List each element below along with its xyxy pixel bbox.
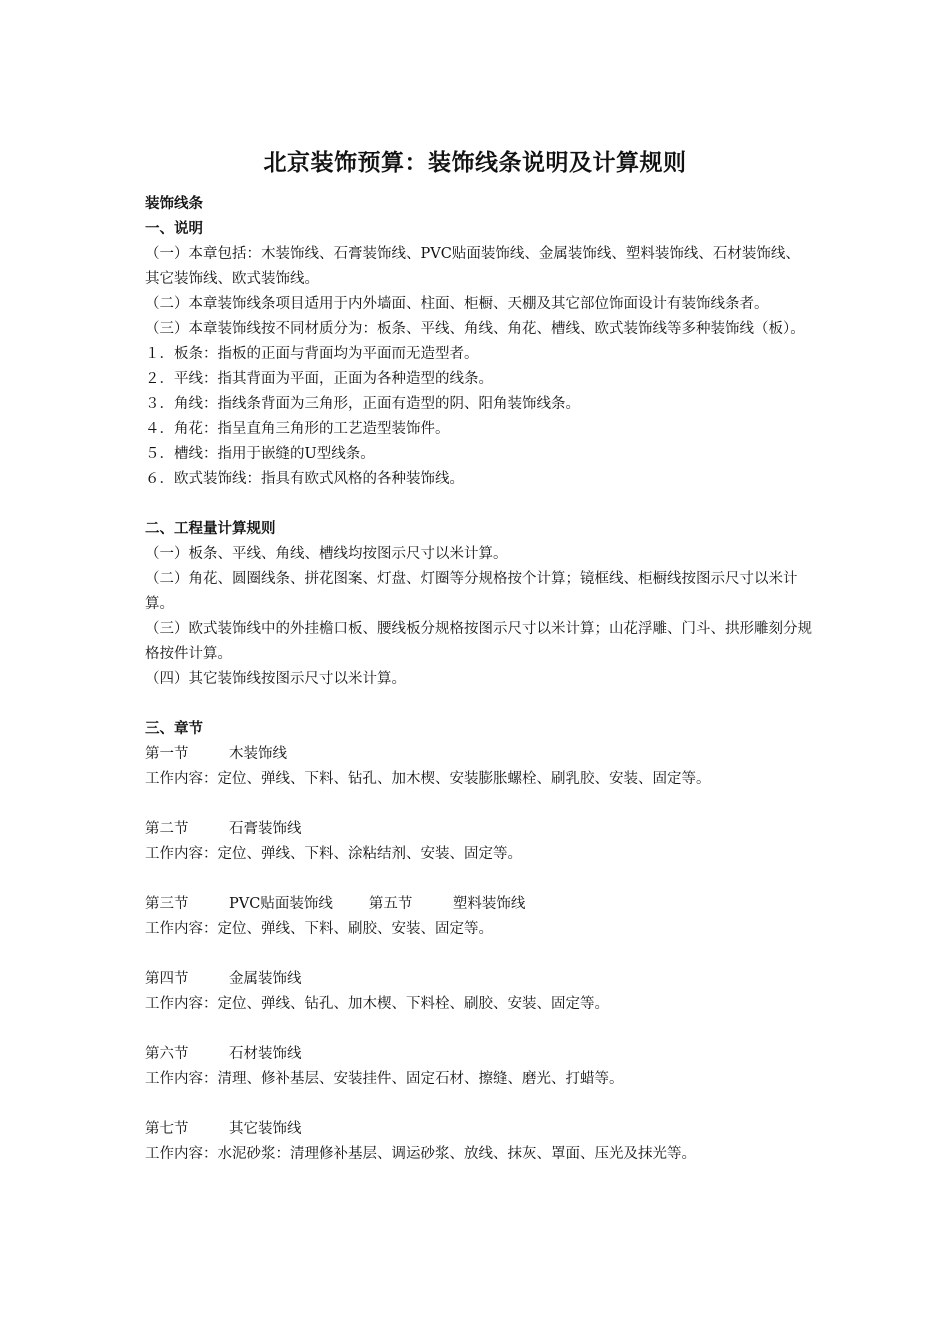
- part1-item: １．板条：指板的正面与背面均为平面而无造型者。: [145, 346, 479, 362]
- spacer: [145, 867, 813, 892]
- part2-paragraph-2: （二）角花、圆圈线条、拼花图案、灯盘、灯圈等分规格按个计算；镜框线、柜橱线按图示尺寸以米计算。: [145, 571, 798, 612]
- section-name: 木装饰线: [229, 746, 287, 762]
- part1-item: ３．角线：指线条背面为三角形，正面有造型的阴、阳角装饰线条。: [145, 396, 580, 412]
- section-title: [145, 1042, 813, 1067]
- section-work: 工作内容：水泥砂浆：清理修补基层、调运砂浆、放线、抹灰、罩面、压光及抹光等。: [145, 1146, 696, 1162]
- part1-item: ２．平线：指其背面为平面，正面为各种造型的线条。: [145, 371, 493, 387]
- section-work: 工作内容：定位、弹线、下料、涂粘结剂、安装、固定等。: [145, 846, 522, 862]
- section-title: [145, 817, 813, 842]
- spacer: [145, 1092, 813, 1117]
- section-name: PVC贴面装饰线: [229, 896, 333, 912]
- section-number: 第四节: [145, 971, 189, 987]
- section-title: [145, 967, 813, 992]
- part1-paragraph-2: （二）本章装饰线条项目适用于内外墙面、柱面、柜橱、天棚及其它部位饰面设计有装饰线条者。: [145, 296, 769, 312]
- section-work: 工作内容：清理、修补基层、安装挂件、固定石材、擦缝、磨光、打蜡等。: [145, 1071, 624, 1087]
- section-number: 第三节: [145, 896, 189, 912]
- part2-paragraph-1: （一）板条、平线、角线、槽线均按图示尺寸以米计算。: [145, 546, 508, 562]
- section-number: 第六节: [145, 1046, 189, 1062]
- section-name: 石膏装饰线: [229, 821, 302, 837]
- section-number: 第二节: [145, 821, 189, 837]
- part1-heading: 一、说明: [145, 221, 203, 237]
- part1-paragraph-1: （一）本章包括：木装饰线、石膏装饰线、PVC贴面装饰线、金属装饰线、塑料装饰线、石材装饰线、其它装饰线、欧式装饰线。: [145, 246, 800, 287]
- section-name: 石材装饰线: [229, 1046, 302, 1062]
- spacer: [145, 942, 813, 967]
- page-title: 北京装饰预算：装饰线条说明及计算规则: [263, 150, 687, 176]
- part2-paragraph-3: （三）欧式装饰线中的外挂檐口板、腰线板分规格按图示尺寸以米计算；山花浮雕、门斗、拱形雕刻分规格按件计算。: [145, 621, 812, 662]
- section-work: 工作内容：定位、弹线、钻孔、加木楔、下料栓、刷胶、安装、固定等。: [145, 996, 609, 1012]
- section-title: [145, 1117, 813, 1142]
- section-title: [145, 892, 813, 917]
- part1-item: ５．槽线：指用于嵌缝的U型线条。: [145, 446, 375, 462]
- part2-paragraph-4: （四）其它装饰线按图示尺寸以米计算。: [145, 671, 406, 687]
- part3-heading: 三、章节: [145, 721, 203, 737]
- part1-paragraph-3: （三）本章装饰线按不同材质分为：板条、平线、角线、角花、槽线、欧式装饰线等多种装饰线（板）。: [145, 321, 805, 337]
- section-number: 第一节: [145, 746, 189, 762]
- section-number: 第七节: [145, 1121, 189, 1137]
- main-heading: 装饰线条: [145, 196, 203, 212]
- section-name: 金属装饰线: [229, 971, 302, 987]
- section-title: [145, 742, 813, 767]
- spacer: [145, 692, 813, 717]
- part2-heading: 二、工程量计算规则: [145, 521, 276, 537]
- spacer: [145, 792, 813, 817]
- part1-item: ６．欧式装饰线：指具有欧式风格的各种装饰线。: [145, 471, 464, 487]
- spacer: [145, 1017, 813, 1042]
- section-name: 塑料装饰线: [452, 896, 526, 912]
- part1-item: ４．角花：指呈直角三角形的工艺造型装饰件。: [145, 421, 450, 437]
- document-body: [145, 192, 813, 1167]
- spacer: [145, 492, 813, 517]
- section-work: 工作内容：定位、弹线、下料、钻孔、加木楔、安装膨胀螺栓、刷乳胶、安装、固定等。: [145, 771, 711, 787]
- section-work: 工作内容：定位、弹线、下料、刷胶、安装、固定等。: [145, 921, 493, 937]
- section-number: 第五节: [368, 896, 413, 912]
- section-name: 其它装饰线: [229, 1121, 302, 1137]
